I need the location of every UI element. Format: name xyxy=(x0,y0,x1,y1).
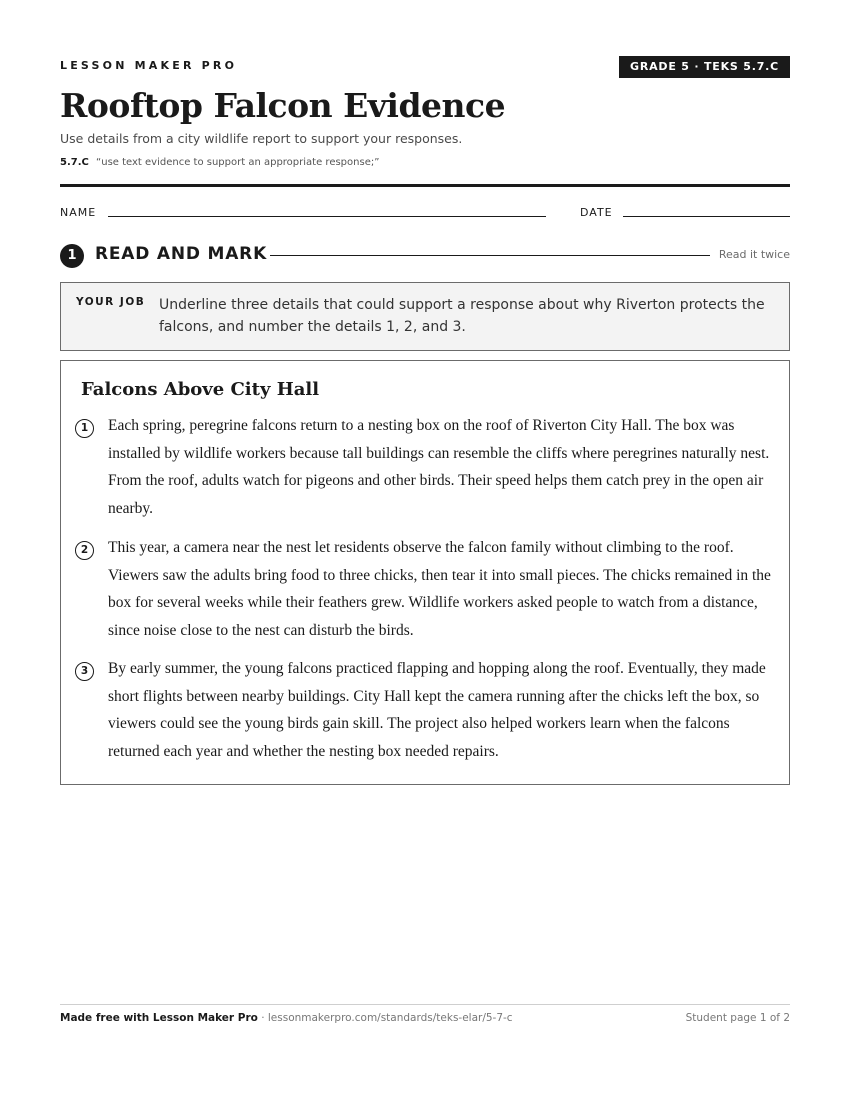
paragraph-number: 1 xyxy=(75,419,94,438)
passage-title: Falcons Above City Hall xyxy=(81,379,320,400)
section-read-and-mark xyxy=(60,243,790,267)
section-number: 1 xyxy=(60,244,84,268)
worksheet-subtitle: Use details from a city wildlife report to support your responses. xyxy=(60,131,463,146)
footer-credit xyxy=(60,1012,513,1024)
name-field[interactable] xyxy=(108,216,546,217)
page-indicator: Student page 1 of 2 xyxy=(685,1012,790,1024)
instruction-label: YOUR JOB xyxy=(76,296,146,308)
standard-text: “use text evidence to support an appropriate response;” xyxy=(96,157,380,168)
grade-standard-badge: GRADE 5 · TEKS 5.7.C xyxy=(619,56,790,78)
section-note: Read it twice xyxy=(718,248,790,261)
paragraph-text: Each spring, peregrine falcons return to a nesting box on the roof of Riverton City Hall. The box was installed by wildlife workers because tall buildings can resemble the cliffs where peregrines naturally nest. From the roof, adults watch for pigeons and other birds. Their speed helps them catch prey in the open air nearby. xyxy=(108,417,770,517)
date-field[interactable] xyxy=(623,216,790,217)
paragraph-text: This year, a camera near the nest let residents observe the falcon family without climbing to the roof. Viewers saw the adults bring food to three chicks, then tear it into small pieces. The chicks remained in the box for several weeks while their feathers grew. Wildlife workers asked people to watch from a distance, since noise close to the nest can disturb the birds. xyxy=(108,539,771,639)
instruction-text: Underline three details that could support a response about why Riverton protects the falcons, and number the details 1, 2, and 3. xyxy=(159,297,765,335)
paragraph-number: 3 xyxy=(75,662,94,681)
date-label: DATE xyxy=(580,206,613,219)
header-divider xyxy=(60,184,790,187)
paragraph-number: 2 xyxy=(75,541,94,560)
standard-code: 5.7.C xyxy=(60,157,89,168)
section-title: READ AND MARK xyxy=(95,244,268,264)
paragraph-text: By early summer, the young falcons practiced flapping and hopping along the roof. Eventually, they made short flights between nearby buildings. City Hall kept the camera running after the chicks left the box, so viewers could see the young birds gain skill. The project also helped workers learn when the falcons returned each year and whether the nesting box needed repairs. xyxy=(108,660,766,760)
standard-reference xyxy=(60,157,379,168)
worksheet-title: Rooftop Falcon Evidence xyxy=(60,86,506,125)
footer-url: · lessonmakerpro.com/standards/teks-elar/5-7-c xyxy=(257,1012,513,1024)
header-bar xyxy=(60,56,790,80)
footer-divider xyxy=(60,1004,790,1005)
instruction-box xyxy=(60,282,790,351)
footer-made-with: Made free with Lesson Maker Pro xyxy=(60,1012,258,1024)
worksheet-page xyxy=(60,0,790,1100)
name-label: NAME xyxy=(60,206,97,219)
reading-passage xyxy=(60,360,790,785)
section-rule xyxy=(270,255,710,256)
brand-name: LESSON MAKER PRO xyxy=(60,59,238,72)
